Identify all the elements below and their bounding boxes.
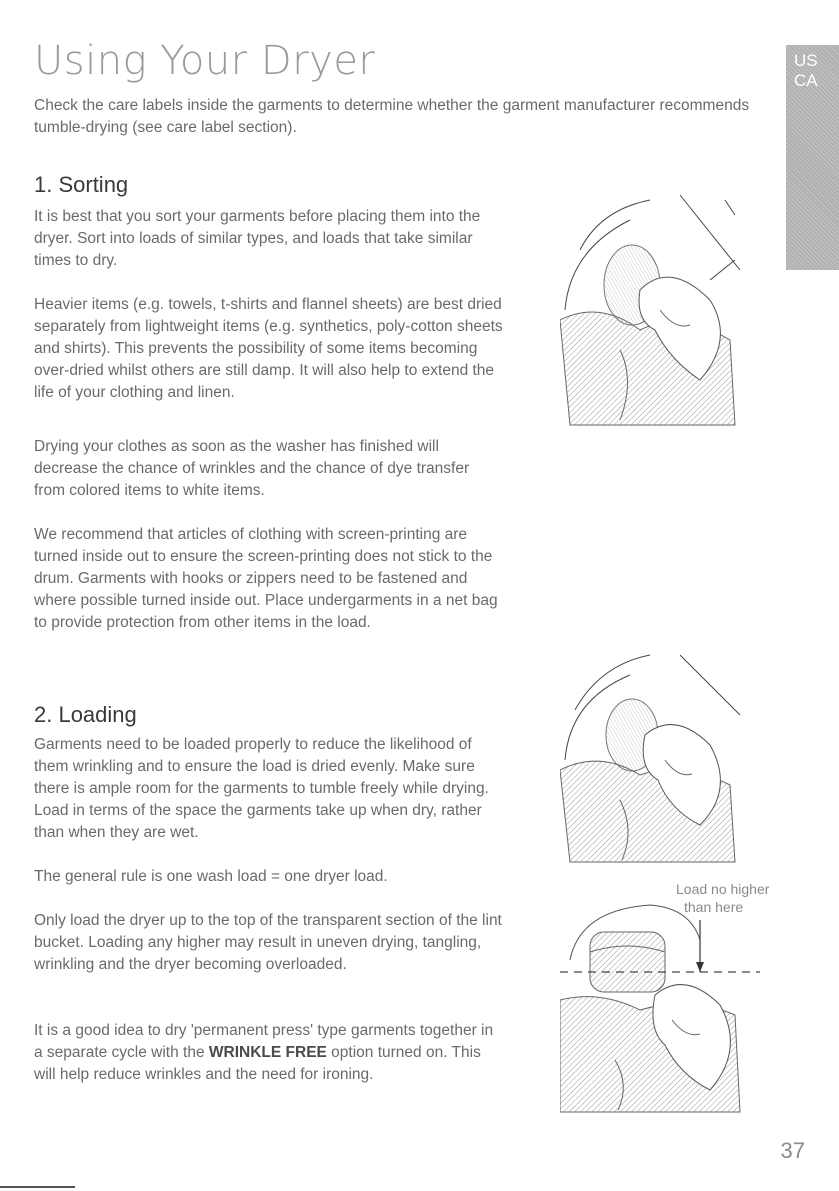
sorting-para-4: We recommend that articles of clothing with screen-printing are turned inside out to ensure the screen-printing does not stick to the drum. Garments with hooks or zippers need to be fastened and where possible turned inside out. Place undergarments in a net bag to provide protection from other items in the load. [34, 526, 498, 631]
sorting-para-3: Drying your clothes as soon as the washer has finished will decrease the chance of wrinkles and the chance of dye transfer from colored items to white items. [34, 438, 470, 499]
lint-bucket-illustration [560, 900, 760, 1115]
dryer-drum-illustration-2 [560, 650, 750, 865]
region-tab [786, 45, 839, 270]
loading-para-2: The general rule is one wash load = one dryer load. [34, 868, 388, 885]
page-number: 37 [780, 1138, 805, 1163]
bottom-rule [0, 1186, 75, 1188]
loading-heading: 2. Loading [34, 702, 137, 727]
load-limit-label: Load no higher than here [676, 881, 770, 915]
region-ca: CA [794, 71, 818, 90]
loading-para-4: It is a good idea to dry 'permanent press' type garments together in a separate cycle with the WRINKLE FREE option turned on. This will help reduce wrinkles and the need for ironing. [34, 1022, 494, 1083]
sorting-heading: 1. Sorting [34, 172, 129, 197]
loading-para-3: Only load the dryer up to the top of the transparent section of the lint bucket. Loading any higher may result in uneven drying, tangling, wrinkling and the dryer becoming overloaded. [34, 912, 502, 973]
intro-text: Check the care labels inside the garments to determine whether the garment manufacturer recommends tumble-drying (see care label section). [34, 97, 750, 136]
loading-para-1: Garments need to be loaded properly to reduce the likelihood of them wrinkling and to ensure the load is dried evenly. Make sure there is ample room for the garments to tumble freely while drying. Load in terms of the space the garments take up when dry, rather than when they are wet. [34, 736, 489, 841]
dryer-drum-illustration-1 [560, 190, 750, 430]
region-us: US [794, 51, 818, 70]
sorting-para-2: Heavier items (e.g. towels, t-shirts and flannel sheets) are best dried separately from lightweight items (e.g. synthetics, poly-cotton sheets and shirts). This prevents the possibility of some items becoming over-dried whilst others are still damp. It will also help to extend the life of your clothing and linen. [34, 296, 503, 401]
wrinkle-free-label: WRINKLE FREE [208, 1044, 327, 1061]
sorting-para-1: It is best that you sort your garments before placing them into the dryer. Sort into loads of similar types, and loads that take similar times to dry. [34, 208, 481, 269]
page-title: Using Your Dryer [34, 38, 376, 84]
